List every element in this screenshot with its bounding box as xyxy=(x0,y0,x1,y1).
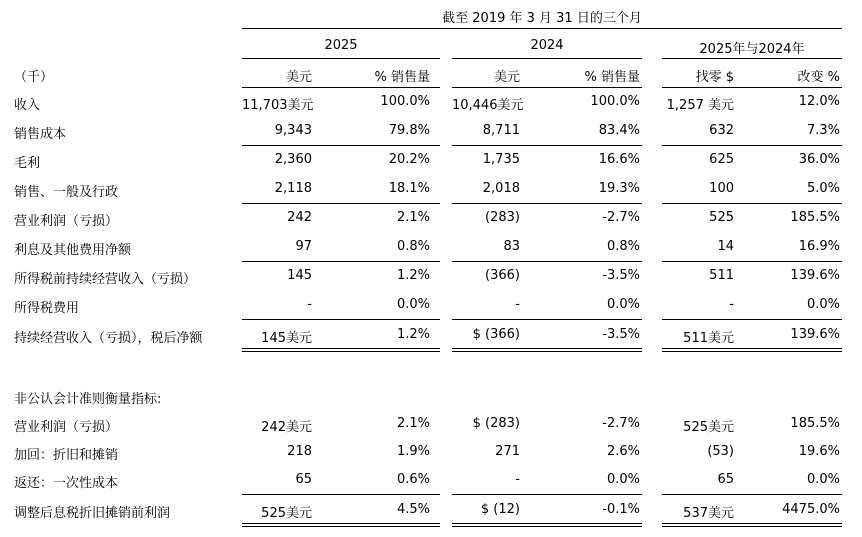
table-cell: 19.3% xyxy=(598,181,640,196)
table-cell: 0.0% xyxy=(396,297,430,312)
table-cell: 83.4% xyxy=(598,123,640,138)
table-cell: 0.0% xyxy=(806,297,840,312)
table-cell: 10,446美元 xyxy=(452,98,524,113)
table-cell: 36.0% xyxy=(798,152,840,167)
row-label: 加回：折旧和摊销 xyxy=(14,448,119,463)
table-cell: 139.6% xyxy=(790,268,840,283)
table-cell: 2.6% xyxy=(606,444,640,459)
table-cell: 8,711 xyxy=(482,123,520,138)
table-cell: 11,703美元 xyxy=(242,98,314,113)
table-cell: (53) xyxy=(707,444,734,459)
table-cell: 16.6% xyxy=(598,152,640,167)
table-cell: 2.1% xyxy=(396,416,430,431)
table-cell: 19.6% xyxy=(798,444,840,459)
table-cell: -2.7% xyxy=(602,416,640,431)
table-cell: 2.1% xyxy=(396,210,430,225)
table-cell: 525 xyxy=(709,210,734,225)
table-cell: 218 xyxy=(287,444,312,459)
table-row xyxy=(0,181,862,205)
table-cell: 2,118 xyxy=(274,181,312,196)
table-cell: 0.6% xyxy=(396,472,430,487)
row-label: 毛利 xyxy=(14,156,41,171)
row-label: 持续经营收入（亏损），税后净额 xyxy=(14,331,203,346)
table-cell: - xyxy=(515,472,520,487)
table-cell: 2,018 xyxy=(482,181,520,196)
table-cell: 2,360 xyxy=(274,152,312,167)
period-change: 2025年与2024年 xyxy=(699,42,805,57)
row-label: 利息及其他费用净额 xyxy=(14,243,132,258)
row-label: 所得税费用 xyxy=(14,301,80,316)
row-label: 销售成本 xyxy=(14,127,67,142)
row-label: 返还：一次性成本 xyxy=(14,476,119,491)
table-cell: $ (366) xyxy=(472,327,520,342)
col-header: % 销售量 xyxy=(584,70,640,85)
table-cell: 83 xyxy=(503,239,520,254)
table-cell: 511 xyxy=(709,268,734,283)
col-header: % 销售量 xyxy=(374,70,430,85)
table-cell: $ (283) xyxy=(472,416,520,431)
table-cell: 100.0% xyxy=(590,94,640,109)
table-cell: 14 xyxy=(717,239,734,254)
table-row xyxy=(0,297,862,321)
col-header: 改变 % xyxy=(797,70,840,85)
table-cell: 242 xyxy=(287,210,312,225)
row-label: 所得税前持续经营收入（亏损） xyxy=(14,272,197,287)
table-cell: 525美元 xyxy=(261,506,312,521)
table-title: 截至 2019 年 3 月 31 日的三个月 xyxy=(442,11,642,26)
table-cell: 20.2% xyxy=(388,152,430,167)
table-cell: 0.8% xyxy=(396,239,430,254)
table-row xyxy=(0,152,862,176)
row-label: 营业利润（亏损） xyxy=(14,214,119,229)
table-cell: 625 xyxy=(709,152,734,167)
table-row xyxy=(0,444,862,468)
table-cell: 145 xyxy=(287,268,312,283)
table-cell: 271 xyxy=(495,444,520,459)
table-cell: 100 xyxy=(709,181,734,196)
table-cell: - xyxy=(307,297,312,312)
table-row xyxy=(0,416,862,440)
table-cell: - xyxy=(515,297,520,312)
table-cell: 139.6% xyxy=(790,327,840,342)
table-cell: 79.8% xyxy=(388,123,430,138)
table-cell: -3.5% xyxy=(602,327,640,342)
table-cell: 1.2% xyxy=(396,327,430,342)
table-row xyxy=(0,210,862,234)
table-cell: -3.5% xyxy=(602,268,640,283)
row-label: 销售、一般及行政 xyxy=(14,185,119,200)
table-cell: 7.3% xyxy=(806,123,840,138)
table-row xyxy=(0,94,862,118)
col-header: 美元 xyxy=(285,70,312,85)
table-cell: -0.1% xyxy=(602,502,640,517)
table-cell: 185.5% xyxy=(790,416,840,431)
table-row xyxy=(0,239,862,263)
table-cell: 1,735 xyxy=(482,152,520,167)
table-cell: 0.0% xyxy=(606,297,640,312)
table-cell: 242美元 xyxy=(261,420,312,435)
table-cell: 65 xyxy=(295,472,312,487)
table-cell: 145美元 xyxy=(261,331,312,346)
table-row xyxy=(0,472,862,496)
table-cell: 537美元 xyxy=(683,506,734,521)
table-row xyxy=(0,268,862,292)
table-cell: 511美元 xyxy=(683,331,734,346)
table-cell: 1,257 美元 xyxy=(666,98,734,113)
table-cell: 185.5% xyxy=(790,210,840,225)
table-cell: 1.9% xyxy=(396,444,430,459)
table-cell: 65 xyxy=(717,472,734,487)
table-cell: -2.7% xyxy=(602,210,640,225)
table-cell: 0.8% xyxy=(606,239,640,254)
table-cell: 16.9% xyxy=(798,239,840,254)
row-label: 收入 xyxy=(14,98,41,113)
non-gaap-heading: 非公认会计准则衡量指标: xyxy=(14,392,162,407)
table-cell: (366) xyxy=(485,268,520,283)
table-cell: - xyxy=(729,297,734,312)
row-label: 营业利润（亏损） xyxy=(14,420,119,435)
table-cell: (283) xyxy=(485,210,520,225)
table-cell: 1.2% xyxy=(396,268,430,283)
table-cell: 525美元 xyxy=(683,420,734,435)
table-cell: $ (12) xyxy=(480,502,520,517)
table-cell: 100.0% xyxy=(380,94,430,109)
period-2024: 2024 xyxy=(530,38,564,53)
table-cell: 18.1% xyxy=(388,181,430,196)
table-cell: 0.0% xyxy=(806,472,840,487)
row-label: 调整后息税折旧摊销前利润 xyxy=(14,506,171,521)
col-header: 美元 xyxy=(493,70,520,85)
table-cell: 12.0% xyxy=(798,94,840,109)
table-cell: 97 xyxy=(295,239,312,254)
table-cell: 5.0% xyxy=(806,181,840,196)
table-row xyxy=(0,123,862,147)
table-cell: 9,343 xyxy=(274,123,312,138)
table-cell: 632 xyxy=(709,123,734,138)
table-cell: 4475.0% xyxy=(782,502,840,517)
col-header: 找零 $ xyxy=(695,70,734,85)
unit-label: （千） xyxy=(14,70,54,85)
period-2025: 2025 xyxy=(324,38,358,53)
table-cell: 0.0% xyxy=(606,472,640,487)
table-cell: 4.5% xyxy=(396,502,430,517)
